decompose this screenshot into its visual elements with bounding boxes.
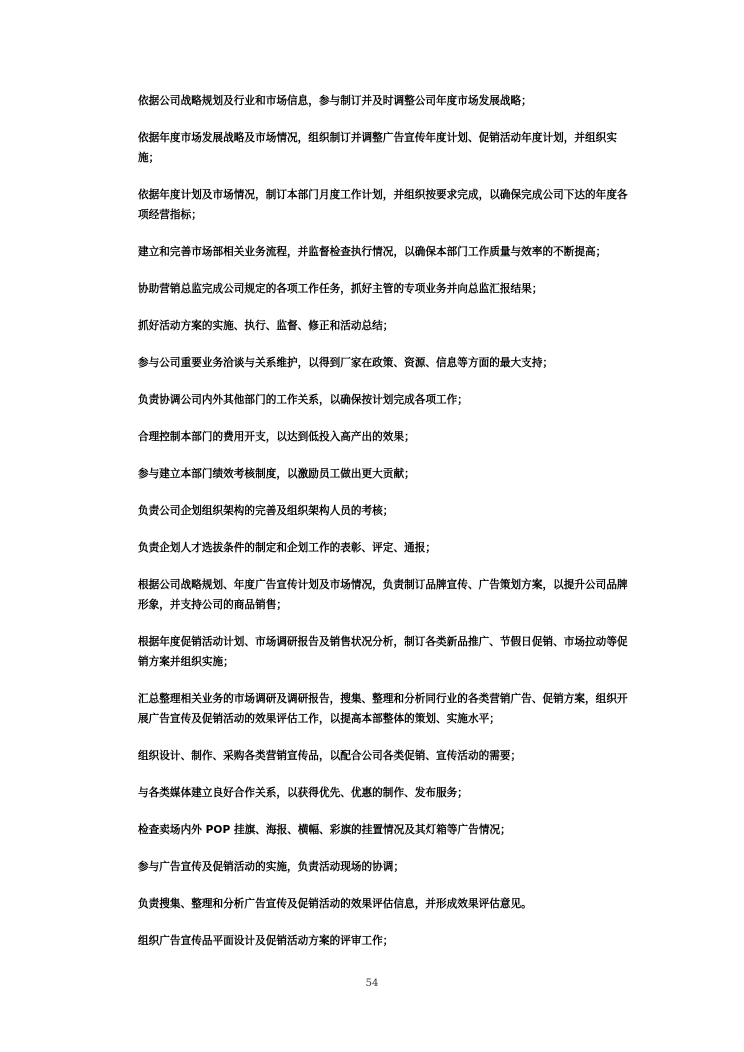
paragraph: 依据年度计划及市场情况，制订本部门月度工作计划，并组织按要求完成，以确保完成公司下达的年度各项经营指标； xyxy=(138,189,628,221)
paragraph: 抓好活动方案的实施、执行、监督、修正和活动总结； xyxy=(138,320,394,332)
paragraph: 建立和完善市场部相关业务流程，并监督检查执行情况，以确保本部门工作质量与效率的不断提高； xyxy=(138,246,607,258)
paragraph: 组织设计、制作、采购各类营销宣传品，以配合公司各类促销、宣传活动的需要； xyxy=(138,750,522,762)
paragraph: 参与广告宣传及促销活动的实施，负责活动现场的协调； xyxy=(138,861,405,873)
paragraph: 参与公司重要业务洽谈与关系维护，以得到厂家在政策、资源、信息等方面的最大支持； xyxy=(138,357,554,369)
document-body xyxy=(138,91,638,968)
paragraph: 负责协调公司内外其他部门的工作关系，以确保按计划完成各项工作； xyxy=(138,394,468,406)
paragraph: 检查卖场内外 POP 挂旗、海报、横幅、彩旗的挂置情况及其灯箱等广告情况； xyxy=(138,824,511,836)
page-number: 54 xyxy=(365,978,379,989)
paragraph: 汇总整理相关业务的市场调研及调研报告，搜集、整理和分析同行业的各类营销广告、促销方案，组织开展广告宣传及促销活动的效果评估工作，以提高本部整体的策划、实施水平； xyxy=(138,693,628,725)
paragraph: 合理控制本部门的费用开支，以达到低投入高产出的效果； xyxy=(138,431,415,443)
paragraph: 根据年度促销活动计划、市场调研报告及销售状况分析，制订各类新品推广、节假日促销、市场拉动等促销方案并组织实施； xyxy=(138,636,628,668)
paragraph: 负责企划人才选拔条件的制定和企划工作的表彰、评定、通报； xyxy=(138,542,437,554)
paragraph: 负责搜集、整理和分析广告宣传及促销活动的效果评估信息，并形成效果评估意见。 xyxy=(138,898,532,910)
paragraph: 依据公司战略规划及行业和市场信息，参与制订并及时调整公司年度市场发展战略； xyxy=(138,95,532,107)
paragraph: 参与建立本部门绩效考核制度，以激励员工做出更大贡献； xyxy=(138,468,415,480)
paragraph: 与各类媒体建立良好合作关系，以获得优先、优惠的制作、发布服务； xyxy=(138,787,468,799)
paragraph: 根据公司战略规划、年度广告宣传计划及市场情况，负责制订品牌宣传、广告策划方案，以提升公司品牌形象，并支持公司的商品销售； xyxy=(138,579,628,611)
paragraph: 依据年度市场发展战略及市场情况，组织制订并调整广告宣传年度计划、促销活动年度计划，并组织实施； xyxy=(138,132,617,164)
paragraph: 负责公司企划组织架构的完善及组织架构人员的考核； xyxy=(138,505,394,517)
paragraph: 组织广告宣传品平面设计及促销活动方案的评审工作； xyxy=(138,935,394,947)
paragraph: 协助营销总监完成公司规定的各项工作任务，抓好主管的专项业务并向总监汇报结果； xyxy=(138,283,543,295)
